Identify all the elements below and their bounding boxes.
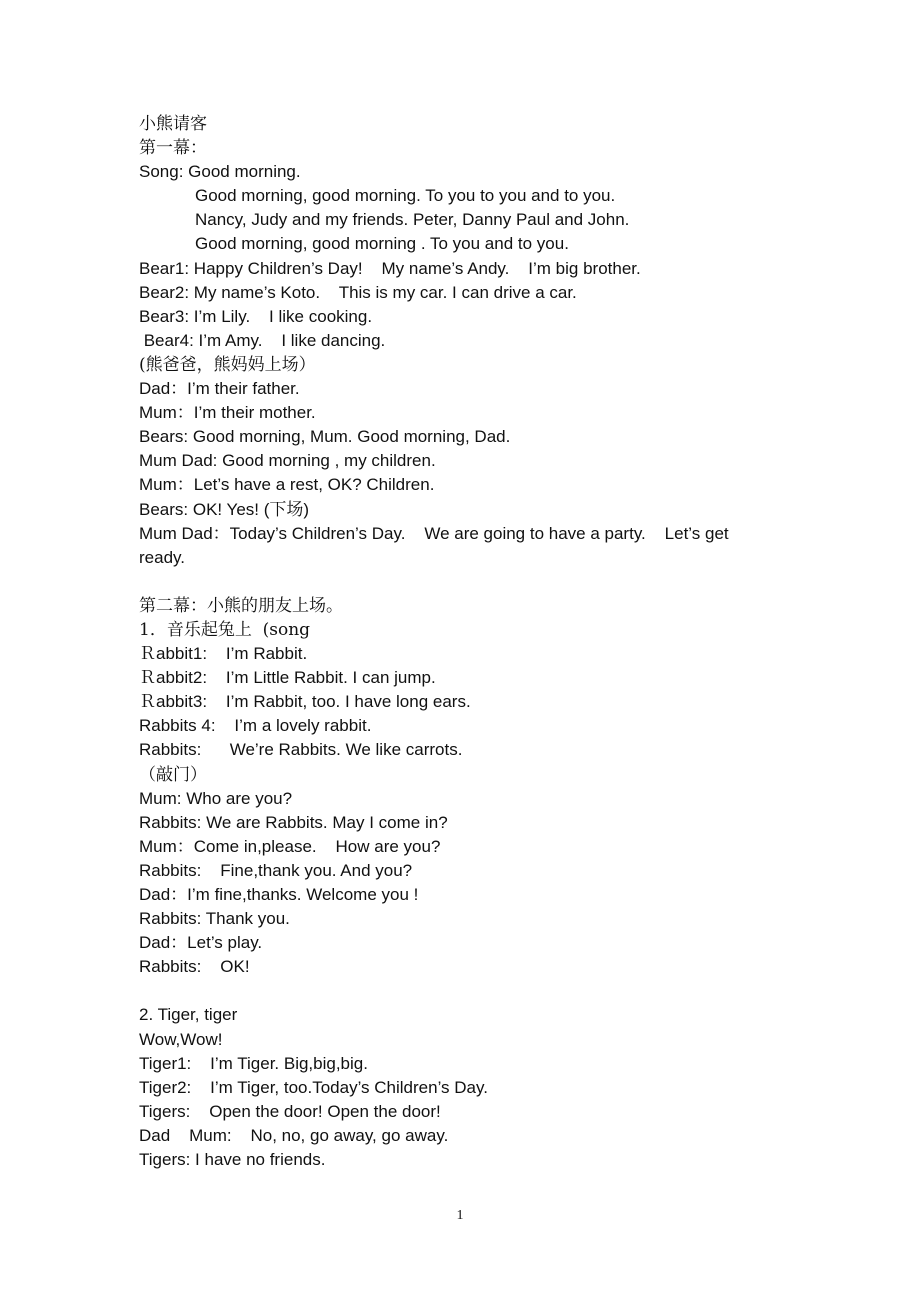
scene-2-heading: 第二幕：小熊的朋友上场。 [139, 595, 343, 616]
script-line: Dad：I’m fine,thanks. Welcome you ! [139, 885, 419, 904]
blank-line [139, 570, 799, 594]
script-line: Mum：Come in,please. How are you? [139, 836, 441, 856]
script-line: Mum：Let’s have a rest, OK? Children. [139, 475, 435, 495]
script-line: Dad：I’m their father. [139, 379, 300, 399]
script-line: Ｒabbit1: I’m Rabbit. [139, 644, 308, 664]
script-line: Rabbits: We are Rabbits. May I come in? [139, 812, 448, 832]
script-line: Ｒabbit3: I’m Rabbit, too. I have long ears. [139, 692, 471, 712]
blank-line [139, 979, 799, 1003]
script-line: Mum: Who are you? [139, 788, 293, 808]
document-title: 小熊请客 [139, 114, 207, 134]
script-line: Tigers: I have no friends. [139, 1150, 326, 1170]
song-lyric-line: Good morning, good morning . To you and to you. [195, 234, 569, 254]
script-line: Rabbits: We’re Rabbits. We like carrots. [139, 740, 463, 760]
script-line: Tiger1: I’m Tiger. Big,big,big. [139, 1053, 368, 1073]
script-line: Rabbits: OK! [139, 957, 250, 977]
script-line: Tiger2: I’m Tiger, too.Today’s Children’s Day. [139, 1077, 488, 1097]
script-line: Bear1: Happy Children’s Day! My name’s Andy. I’m big brother. [139, 258, 641, 278]
part-2-title: 2. Tiger, tiger [139, 1005, 238, 1025]
script-line: Bear3: I’m Lily. I like cooking. [139, 306, 373, 326]
stage-direction: (熊爸爸，熊妈妈上场） [139, 354, 316, 375]
script-line: Bears: Good morning, Mum. Good morning, Dad. [139, 427, 511, 447]
script-line: Dad：Let’s play. [139, 933, 263, 953]
song-lyric-line: Good morning, good morning. To you to you and to you. [195, 186, 616, 206]
script-line: Bears: OK! Yes! (下场) [139, 499, 310, 519]
script-line: Rabbits 4: I’m a lovely rabbit. [139, 716, 372, 736]
script-line: Rabbits: Thank you. [139, 909, 290, 929]
page-number: 1 [456, 1208, 464, 1223]
script-line: Tigers: Open the door! Open the door! [139, 1101, 441, 1121]
stage-direction: （敲门） [139, 764, 207, 785]
script-line: Wow,Wow! [139, 1029, 223, 1049]
part-1-title: 1．音乐起兔上 (song [139, 619, 311, 640]
document-page [139, 112, 799, 1172]
script-line: Mum Dad：Today’s Children’s Day. We are going to have a party. Let’s get [139, 523, 729, 543]
script-line: Bear4: I’m Amy. I like dancing. [139, 330, 386, 350]
script-line: Bear2: My name’s Koto. This is my car. I can drive a car. [139, 282, 577, 302]
script-line: Mum：I’m their mother. [139, 403, 316, 423]
scene-1-heading: 第一幕： [139, 138, 207, 159]
script-line: Rabbits: Fine,thank you. And you? [139, 860, 413, 880]
script-line: Dad Mum: No, no, go away, go away. [139, 1125, 449, 1145]
script-line: Mum Dad: Good morning , my children. [139, 451, 436, 471]
script-line: Song: Good morning. [139, 162, 301, 182]
song-lyric-line: Nancy, Judy and my friends. Peter, Danny Paul and John. [195, 210, 630, 230]
script-line: Ｒabbit2: I’m Little Rabbit. I can jump. [139, 668, 436, 688]
script-line: ready. [139, 547, 185, 567]
